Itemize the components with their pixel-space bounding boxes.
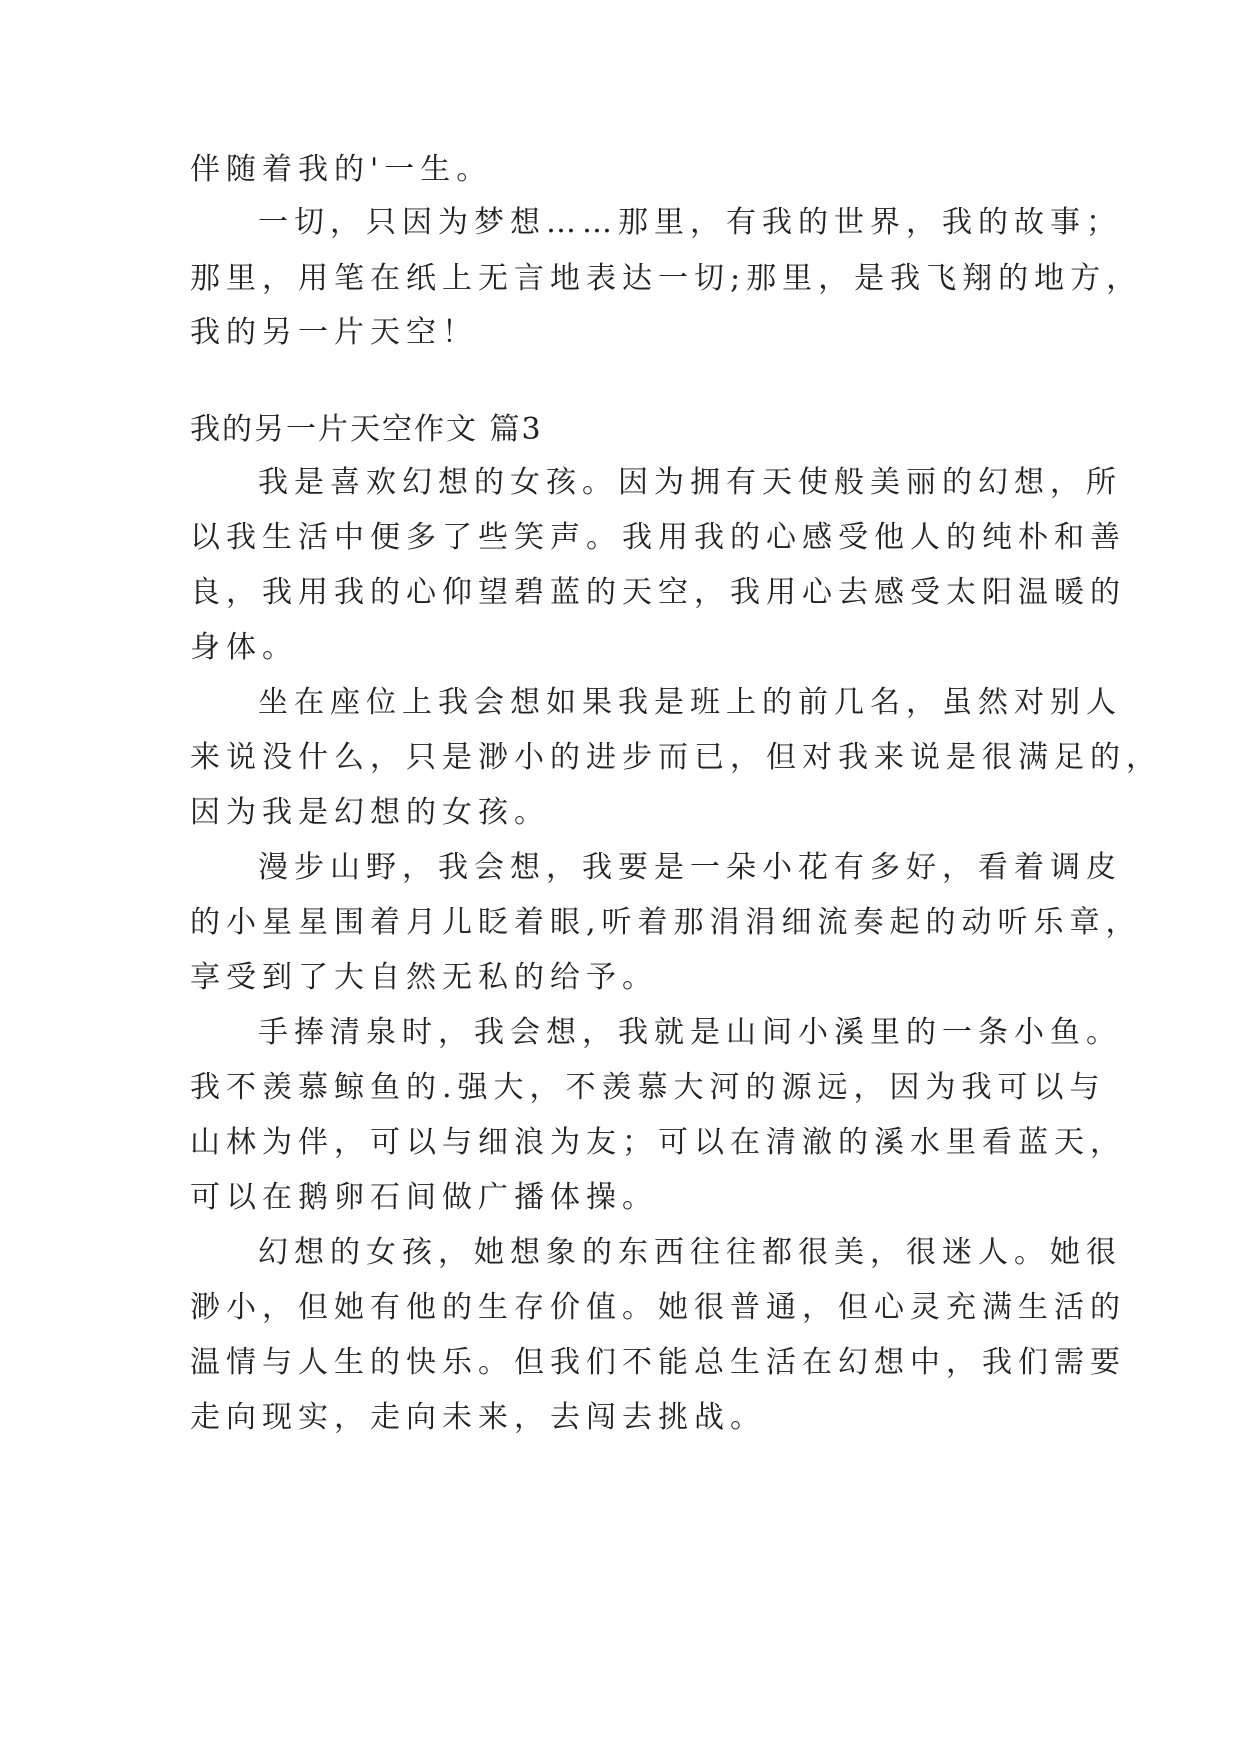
paragraph-line: 那里，用笔在纸上无言地表达一切;那里，是我飞翔的地方， [190,261,1143,296]
paragraph-line: 身体。 [190,630,298,665]
paragraph-line: 来说没什么，只是渺小的进步而已，但对我来说是很满足的， [190,740,1162,775]
paragraph-line: 良，我用我的心仰望碧蓝的天空，我用心去感受太阳温暖的 [190,575,1126,610]
paragraph-line: 的小星星围着月儿眨着眼,听着那涓涓细流奏起的动听乐章， [190,905,1142,940]
paragraph-line: 幻想的女孩，她想象的东西往往都很美，很迷人。她很 [258,1235,1122,1270]
paragraph-line: 渺小，但她有他的生存价值。她很普通，但心灵充满生活的 [190,1290,1126,1325]
paragraph-line: 一切，只因为梦想……那里，有我的世界，我的故事； [258,205,1122,240]
paragraph-line: 我是喜欢幻想的女孩。因为拥有天使般美丽的幻想，所 [258,465,1122,500]
paragraph-line: 因为我是幻想的女孩。 [190,795,550,830]
paragraph-line: 山林为伴，可以与细浪为友；可以在清澈的溪水里看蓝天， [190,1125,1126,1160]
paragraph-line: 我的另一片天空！ [190,315,478,350]
paragraph-line: 伴随着我的'一生。 [190,152,493,187]
paragraph-line: 以我生活中便多了些笑声。我用我的心感受他人的纯朴和善 [190,520,1126,555]
paragraph-line: 手捧清泉时，我会想，我就是山间小溪里的一条小鱼。 [258,1015,1122,1050]
paragraph-line: 我不羡慕鲸鱼的.强大，不羡慕大河的源远，因为我可以与 [190,1070,1106,1105]
paragraph-line: 走向现实，走向未来，去闯去挑战。 [190,1400,766,1435]
section-heading: 我的另一片天空作文 篇3 [190,412,543,447]
paragraph-line: 坐在座位上我会想如果我是班上的前几名，虽然对别人 [258,685,1122,720]
paragraph-line: 漫步山野，我会想，我要是一朵小花有多好，看着调皮 [258,850,1122,885]
paragraph-line: 享受到了大自然无私的给予。 [190,960,658,995]
paragraph-line: 温情与人生的快乐。但我们不能总生活在幻想中，我们需要 [190,1345,1126,1380]
paragraph-line: 可以在鹅卵石间做广播体操。 [190,1180,658,1215]
